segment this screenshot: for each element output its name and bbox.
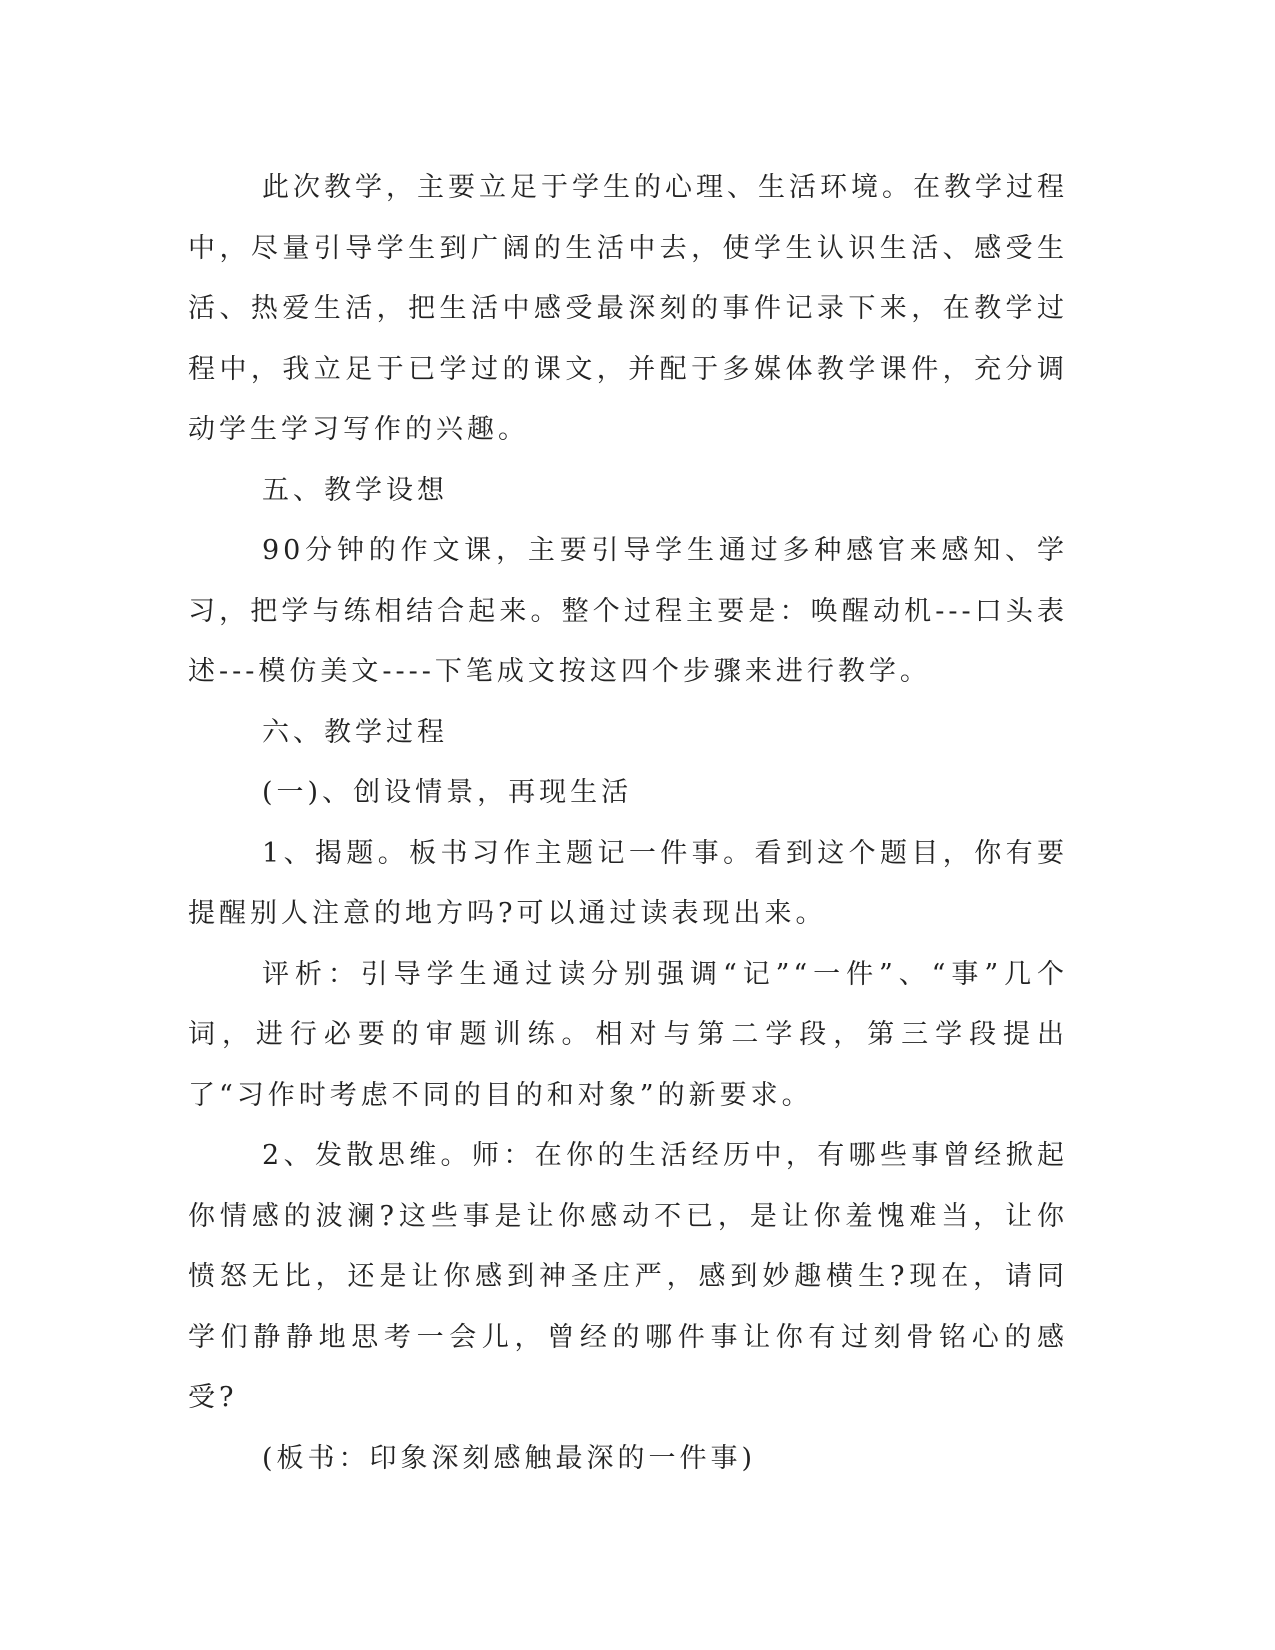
paragraph-intro: 此次教学，主要立足于学生的心理、生活环境。在教学过程中，尽量引导学生到广阔的生活中去，使学生认识生活、感受生活、热爱生活，把生活中感受最深刻的事件记录下来，在教学过程中，我立足于已学过的课文，并配于多媒体教学课件，充分调动学生学习写作的兴趣。	[188, 172, 1068, 445]
paragraph-teaching-plan: 90分钟的作文课，主要引导学生通过多种感官来感知、学习，把学与练相结合起来。整个过程主要是：唤醒动机---口头表述---模仿美文----下笔成文按这四个步骤来进行教学。	[188, 535, 1068, 687]
subheading-step-one: (一)、创设情景，再现生活	[262, 777, 633, 808]
document-body	[188, 158, 1068, 1489]
paragraph-item-one: 1、揭题。板书习作主题记一件事。看到这个题目，你有要提醒别人注意的地方吗?可以通过读表现出来。	[188, 837, 1068, 929]
heading-section-six: 六、教学过程	[262, 716, 448, 748]
paragraph-item-two: 2、发散思维。师：在你的生活经历中，有哪些事曾经掀起你情感的波澜?这些事是让你感动不已，是让你羞愧难当，让你愤怒无比，还是让你感到神圣庄严，感到妙趣横生?现在，请同学们静静地思考一会儿，曾经的哪件事让你有过刻骨铭心的感受?	[188, 1140, 1068, 1413]
paragraph-analysis: 评析：引导学生通过读分别强调“记”“一件”、“事”几个词，进行必要的审题训练。相对与第二学段，第三学段提出了“习作时考虑不同的目的和对象”的新要求。	[188, 958, 1068, 1111]
heading-section-five: 五、教学设想	[262, 474, 448, 506]
paragraph-board-note: (板书：印象深刻感触最深的一件事)	[262, 1442, 757, 1474]
